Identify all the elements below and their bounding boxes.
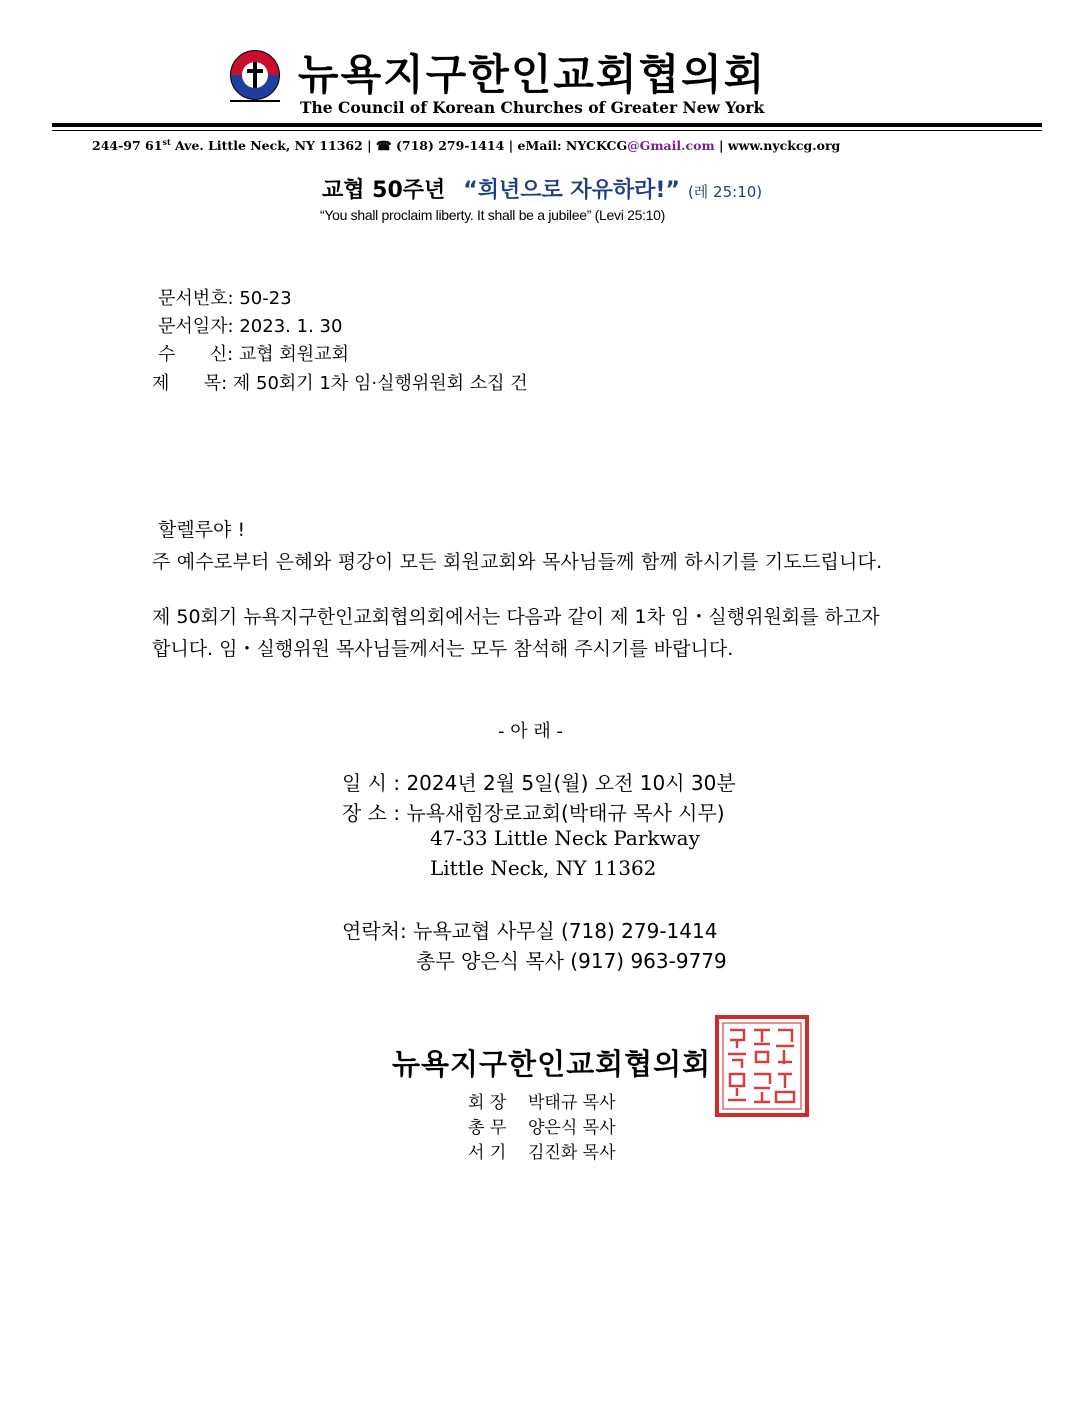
doc-date: 문서일자: 2023. 1. 30	[158, 316, 343, 337]
org-name-english: The Council of Korean Churches of Greater New York	[300, 98, 765, 117]
doc-recipient: 수 신: 교협 회원교회	[158, 344, 349, 365]
doc-subject: 제 목: 제 50회기 1차 임·실행위원회 소집 건	[152, 373, 528, 394]
anniversary-quote: “희년으로 자유하라!”	[463, 178, 680, 203]
header-divider-thin	[52, 130, 1042, 131]
contact-office: 연락처: 뉴욕교협 사무실 (718) 279-1414	[342, 919, 718, 943]
official-seal	[714, 1014, 810, 1118]
body-line-1: 주 예수로부터 은혜와 평강이 모든 회원교회와 목사님들께 함께 하시기를 기도드립니다.	[152, 551, 883, 573]
signature-org: 뉴욕지구한인교회협의회	[392, 1047, 712, 1081]
event-address-line-1: 47-33 Little Neck Parkway	[430, 826, 700, 850]
anniversary-reference: (레 25:10)	[687, 183, 763, 201]
contact-secretary: 총무 양은식 목사 (917) 963-9779	[416, 949, 727, 973]
officer-general-secretary: 총 무 양은식 목사	[468, 1118, 616, 1138]
contact-address-line: 244-97 61st Ave. Little Neck, NY 11362 | ☎ (718) 279-1414 | eMail: NYCKCG@Gmail.com | www.nyckcg.org	[92, 137, 841, 154]
doc-number: 문서번호: 50-23	[158, 288, 292, 309]
details-heading: - 아 래 -	[498, 721, 563, 742]
greeting: 할렐루야 !	[158, 519, 246, 541]
anniversary-title: 교협 50주년 “희년으로 자유하라!” (레 25:10)	[322, 178, 763, 203]
body-line-3: 합니다. 임・실행위원 목사님들께서는 모두 참석해 주시기를 바랍니다.	[152, 638, 734, 660]
email-domain: @Gmail.com	[627, 138, 715, 154]
council-logo	[226, 48, 284, 106]
event-place: 장 소 : 뉴욕새힘장로교회(박태규 목사 시무)	[342, 801, 725, 825]
event-address-line-2: Little Neck, NY 11362	[430, 856, 657, 880]
anniversary-english: “You shall proclaim liberty. It shall be a jubilee” (Levi 25:10)	[320, 207, 665, 223]
officer-clerk: 서 기 김진화 목사	[468, 1143, 616, 1163]
org-name-korean: 뉴욕지구한인교회협의회	[298, 50, 767, 99]
event-date: 일 시 : 2024년 2월 5일(월) 오전 10시 30분	[342, 771, 736, 795]
officer-president: 회 장 박태규 목사	[468, 1093, 616, 1113]
header-divider	[52, 123, 1042, 127]
body-line-2: 제 50회기 뉴욕지구한인교회협의회에서는 다음과 같이 제 1차 임・실행위원회를 하고자	[152, 606, 880, 628]
